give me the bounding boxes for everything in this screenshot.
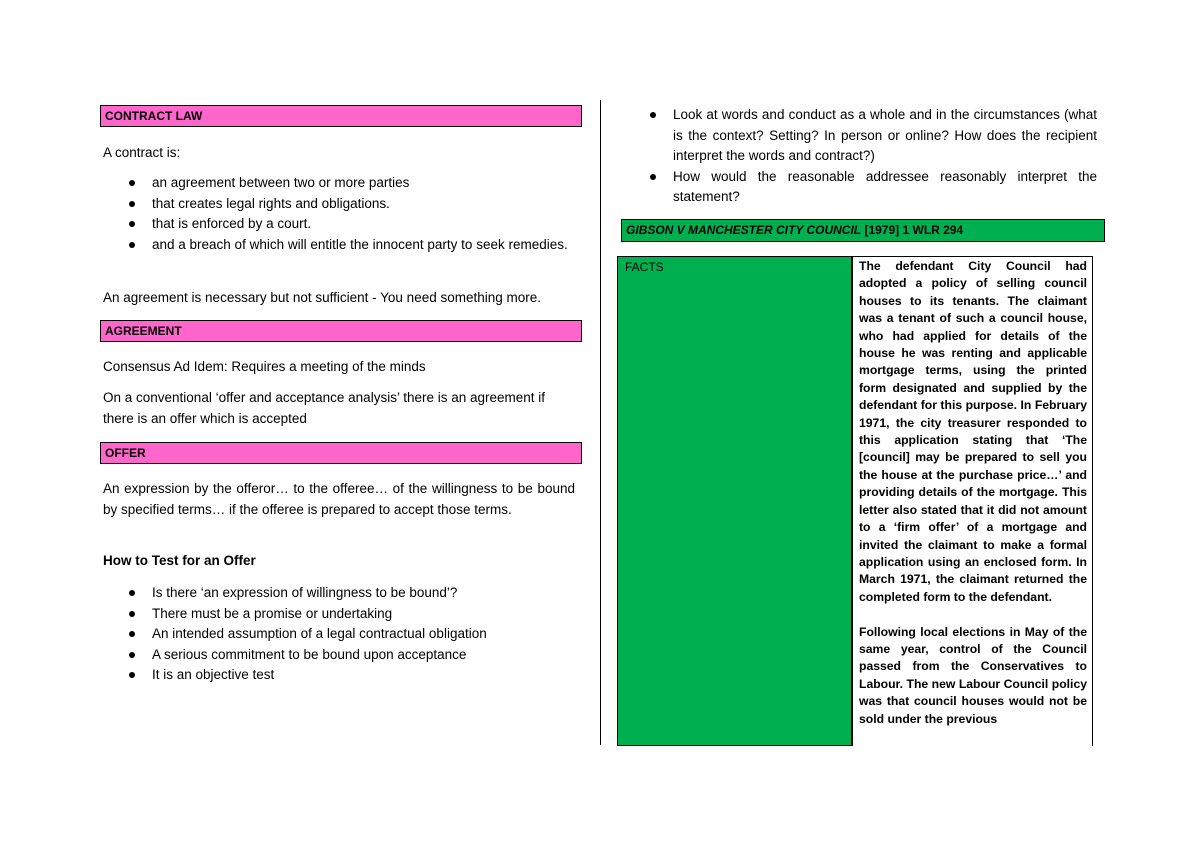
- list-item: How would the reasonable addressee reasonably interpret the statement?: [621, 167, 1097, 208]
- contract-law-heading: CONTRACT LAW: [100, 105, 582, 127]
- offer-heading: OFFER: [100, 442, 582, 464]
- agreement-heading: AGREEMENT: [100, 320, 582, 342]
- consensus-text: Consensus Ad Idem: Requires a meeting of the minds: [103, 359, 426, 374]
- list-item: an agreement between two or more parties: [100, 173, 574, 194]
- list-item: and a breach of which will entitle the innocent party to seek remedies.: [100, 235, 574, 256]
- agreement-note: An agreement is necessary but not sufficient - You need something more.: [103, 290, 542, 305]
- list-item: Look at words and conduct as a whole and in the circumstances (what is the context? Setting? In person or online? How does the recipient interpret the words and contract?): [621, 105, 1097, 167]
- facts-paragraph: The defendant City Council had adopted a policy of selling council houses to its tenants. The claimant was a tenant of such a council house, who had applied for details of the house he was renting and applicable mortgage terms, using the printed form designated and supplied by the defendant for this purpose. In February 1971, the city treasurer responded to this application stating that ‘The [council] may be prepared to sell you the house at the purchase price…’ and providing details of the mortgage. This letter also stated that it did not amount to a ‘firm offer’ of a mortgage and invited the claimant to make a formal application using an enclosed form. In March 1971, the claimant returned the completed form to the defendant.: [859, 259, 1087, 604]
- interpretation-list: [621, 105, 1097, 208]
- facts-paragraph: Following local elections in May of the same year, control of the Council passed from the Conservatives to Labour. The new Labour Council policy was that council houses would not be sold under the previous: [859, 624, 1087, 726]
- list-item: that is enforced by a court.: [100, 214, 574, 235]
- contract-intro: A contract is:: [103, 145, 181, 160]
- contract-definition-list: [100, 173, 574, 255]
- list-item: that creates legal rights and obligations.: [100, 194, 574, 215]
- facts-text: [852, 256, 1093, 746]
- list-item: It is an objective test: [100, 665, 574, 686]
- offer-test-list: [100, 583, 574, 686]
- facts-table: [617, 256, 1093, 746]
- case-name: GIBSON V MANCHESTER CITY COUNCIL: [626, 223, 862, 237]
- column-divider: [600, 100, 601, 745]
- list-item: A serious commitment to be bound upon acceptance: [100, 645, 574, 666]
- list-item: There must be a promise or undertaking: [100, 604, 574, 625]
- list-item: An intended assumption of a legal contractual obligation: [100, 624, 574, 645]
- facts-label: FACTS: [617, 256, 852, 746]
- offer-acceptance-text: On a conventional ‘offer and acceptance analysis’ there is an agreement if there is an offer which is accepted: [103, 390, 546, 426]
- case-heading: [621, 219, 1105, 242]
- case-citation: [1979] 1 WLR 294: [861, 223, 964, 237]
- offer-definition: An expression by the offeror… to the offeree… of the willingness to be bound by specified terms… if the offeree is prepared to accept those terms.: [103, 481, 575, 517]
- list-item: Is there ‘an expression of willingness to be bound’?: [100, 583, 574, 604]
- offer-test-heading: How to Test for an Offer: [103, 553, 256, 568]
